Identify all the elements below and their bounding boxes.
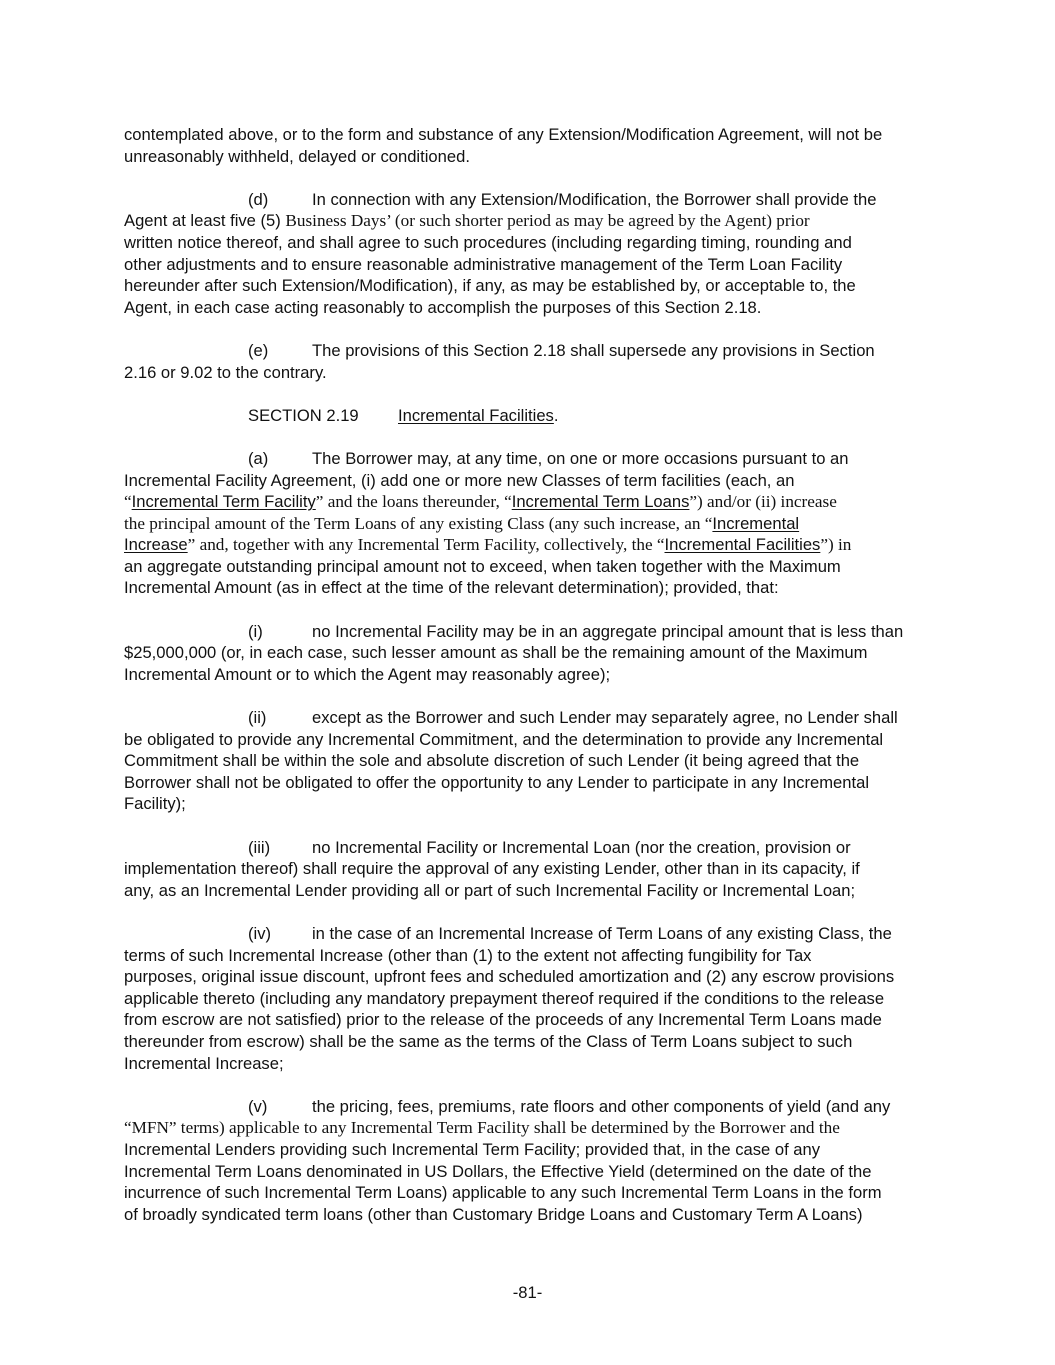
item-label: (iv) (248, 923, 272, 943)
text-span: ”) and/or (ii) increase (689, 492, 837, 512)
text-line: applicable thereto (including any mandatory prepayment thereof required if the conditions to the release (124, 988, 885, 1008)
text-span: ”) in (820, 535, 852, 555)
text-line: implementation thereof) shall require the approval of any existing Lender, other than in its capacity, if (124, 859, 860, 879)
defined-term: Incremental Term Loans (511, 492, 690, 512)
text-line: Incremental Amount or to which the Agent may reasonably agree); (124, 664, 611, 684)
paragraph-intro (124, 124, 924, 167)
text-line (124, 923, 924, 945)
item-label: (iii) (248, 837, 271, 857)
text-line: unreasonably withheld, delayed or conditioned. (124, 146, 470, 166)
defined-term: Incremental Term Facility (131, 492, 316, 512)
text-line: other adjustments and to ensure reasonable administrative management of the Term Loan Facility (124, 254, 843, 274)
document-body (124, 124, 924, 1225)
text-line: any, as an Incremental Lender providing all or part of such Incremental Facility or Incremental Loan; (124, 880, 856, 900)
text-span: . (553, 405, 559, 425)
text-span: except as the Borrower and such Lender may separately agree, no Lender shall (312, 708, 898, 728)
text-span: in the case of an Incremental Increase of Term Loans of any existing Class, the (312, 923, 892, 943)
text-line: Incremental Lenders providing such Incremental Term Facility; provided that, in the case of any (124, 1139, 821, 1159)
text-line: purposes, original issue discount, upfront fees and scheduled amortization and (2) any escrow provisions (124, 967, 895, 987)
text-line: $25,000,000 (or, in each case, such lesser amount as shall be the remaining amount of the Maximum (124, 643, 868, 663)
paragraph-iii (124, 837, 924, 902)
text-span: the pricing, fees, premiums, rate floors and other components of yield (and any (312, 1096, 891, 1116)
text-line: Facility); (124, 794, 186, 814)
text-span: Agent at least five (5) (124, 211, 286, 231)
text-line: from escrow are not satisfied) prior to the release of the proceeds of any Incremental Term Loans made (124, 1010, 882, 1030)
text-span: Business Days’ (or such shorter period as may be agreed by the Agent) prior (285, 211, 810, 231)
text-line: hereunder after such Extension/Modification), if any, as may be established by, or acceptable to, the (124, 276, 856, 296)
section-heading (124, 405, 924, 427)
text-line (124, 491, 924, 513)
paragraph-e (124, 340, 924, 383)
defined-term: Increase (124, 535, 188, 555)
text-line: 2.16 or 9.02 to the contrary. (124, 362, 327, 382)
paragraph-iv (124, 923, 924, 1074)
text-line: an aggregate outstanding principal amount not to exceed, when taken together with the Maximum (124, 556, 841, 576)
defined-term: Incremental Facilities (664, 535, 821, 555)
text-line (124, 189, 924, 211)
text-span: no Incremental Facility may be in an aggregate principal amount that is less than (312, 621, 904, 641)
text-line: Commitment shall be within the sole and absolute discretion of such Lender (it being agreed that the (124, 751, 860, 771)
paragraph-v (124, 1096, 924, 1226)
text-span: ” and, together with any Incremental Term Facility, collectively, the “ (187, 535, 665, 555)
item-label: (a) (248, 448, 269, 468)
text-span: ” and the loans thereunder, “ (315, 492, 512, 512)
text-line: Incremental Term Loans denominated in US Dollars, the Effective Yield (determined on the date of the (124, 1161, 872, 1181)
text-line: “MFN” terms) applicable to any Incremental Term Facility shall be determined by the Borrower and the (124, 1118, 840, 1138)
text-line: be obligated to provide any Incremental Commitment, and the determination to provide any Incremental (124, 729, 884, 749)
item-label: (e) (248, 340, 269, 360)
text-line (124, 448, 924, 470)
text-line (124, 1096, 924, 1118)
text-line (124, 210, 924, 232)
text-span: The provisions of this Section 2.18 shall supersede any provisions in Section (312, 340, 875, 360)
text-span: The Borrower may, at any time, on one or more occasions pursuant to an (312, 448, 849, 468)
text-span: In connection with any Extension/Modification, the Borrower shall provide the (312, 189, 877, 209)
item-label: (v) (248, 1096, 268, 1116)
item-label: (d) (248, 189, 269, 209)
text-line (124, 513, 924, 535)
text-line: thereunder from escrow) shall be the same as the terms of the Class of Term Loans subject to such (124, 1031, 853, 1051)
text-line (124, 621, 924, 643)
text-line: Incremental Amount (as in effect at the time of the relevant determination); provided, that: (124, 578, 779, 598)
text-line: of broadly syndicated term loans (other than Customary Bridge Loans and Customary Term A Loans) (124, 1204, 863, 1224)
text-span: “ (124, 492, 132, 512)
text-line: Borrower shall not be obligated to offer the opportunity to any Lender to participate in any Incremental (124, 772, 870, 792)
section-name: Incremental Facilities (398, 405, 554, 425)
item-label: (i) (248, 621, 263, 641)
paragraph-a (124, 448, 924, 599)
defined-term: Incremental (712, 513, 800, 533)
section-title (124, 405, 924, 427)
text-span: the principal amount of the Term Loans of any existing Class (any such increase, an “ (124, 513, 713, 533)
paragraph-ii (124, 707, 924, 815)
text-line: contemplated above, or to the form and substance of any Extension/Modification Agreement, will not be (124, 125, 883, 144)
paragraph-i (124, 621, 924, 686)
page-number: -81- (512, 1283, 543, 1302)
paragraph-d (124, 189, 924, 319)
text-line (124, 707, 924, 729)
text-line: terms of such Incremental Increase (other than (1) to the extent not affecting fungibility for Tax (124, 945, 812, 965)
text-line (124, 534, 924, 556)
text-line (124, 837, 924, 859)
section-number: SECTION 2.19 (248, 405, 359, 425)
text-line: incurrence of such Incremental Term Loans) applicable to any such Incremental Term Loans in the form (124, 1183, 882, 1203)
text-span: no Incremental Facility or Incremental Loan (nor the creation, provision or (312, 837, 851, 857)
text-line: written notice thereof, and shall agree to such procedures (including regarding timing, rounding and (124, 232, 852, 252)
text-line (124, 340, 924, 362)
text-line: Incremental Facility Agreement, (i) add one or more new Classes of term facilities (each, an (124, 470, 795, 490)
item-label: (ii) (248, 708, 267, 728)
text-line: Agent, in each case acting reasonably to accomplish the purposes of this Section 2.18. (124, 297, 762, 317)
text-line: Incremental Increase; (124, 1053, 284, 1073)
